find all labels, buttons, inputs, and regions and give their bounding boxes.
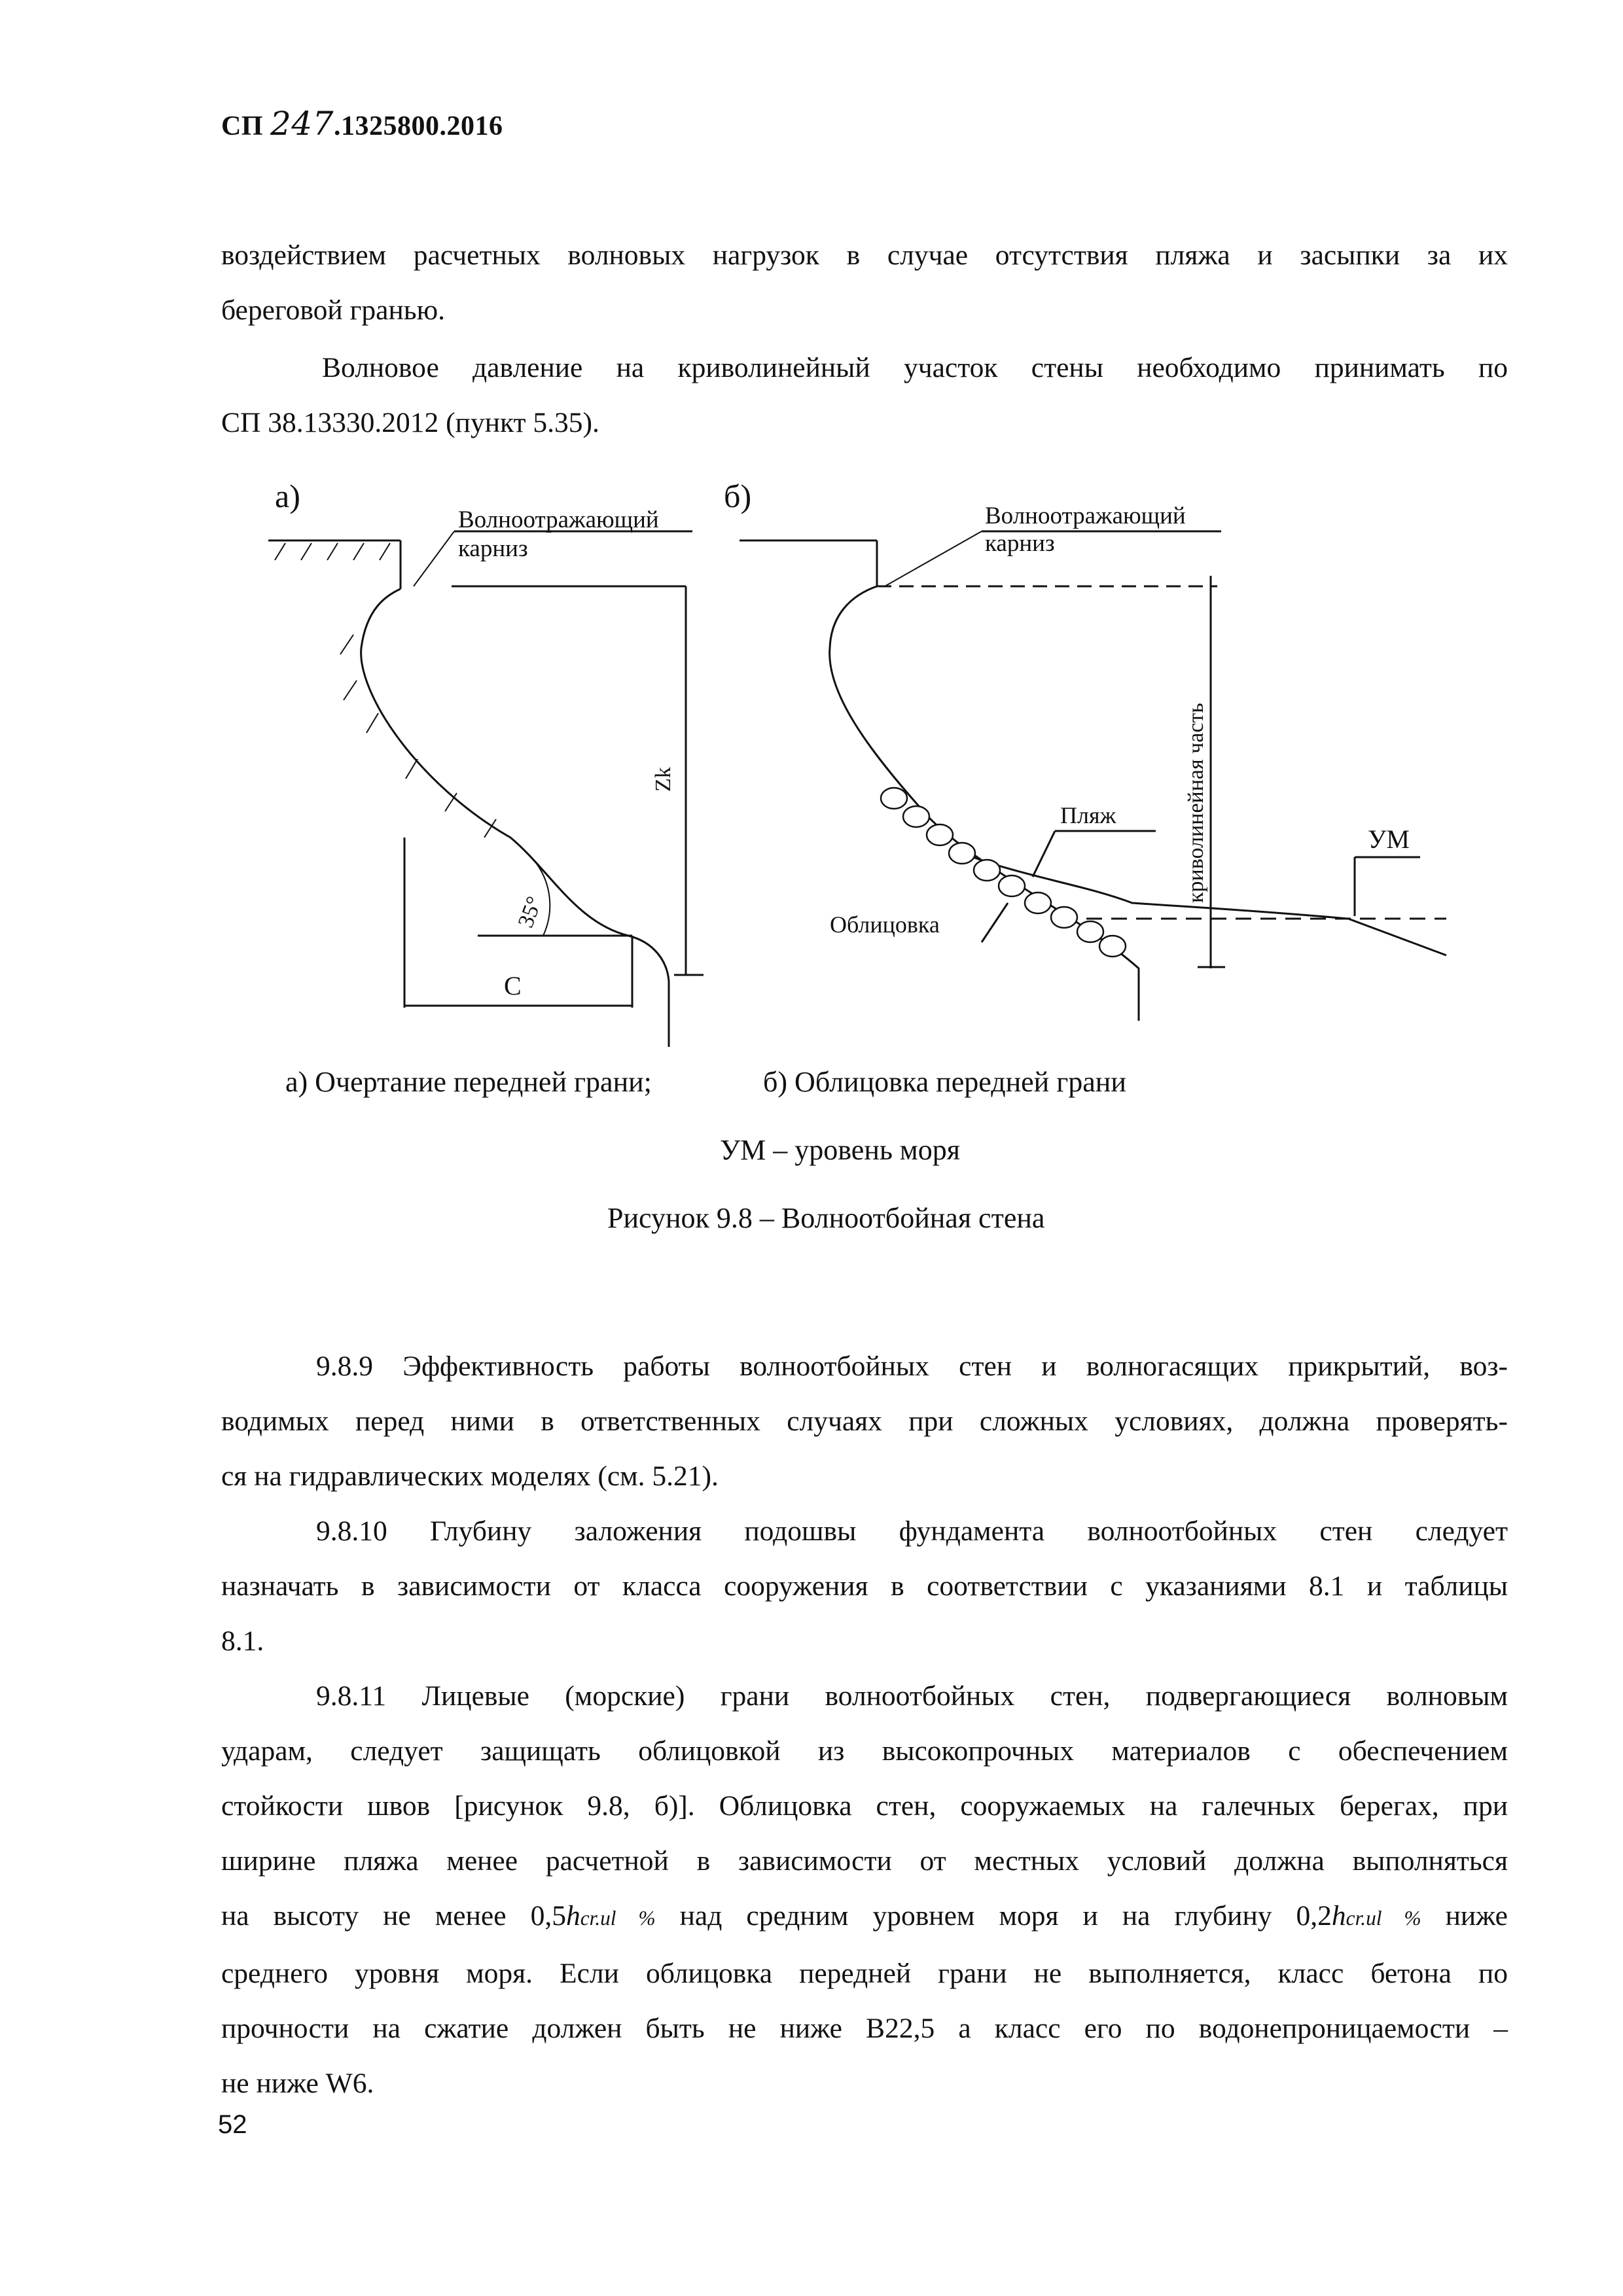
paragraph-9-8-10 xyxy=(221,1504,1508,1669)
b-beach-label: Пляж xyxy=(1060,802,1116,828)
figure-9-8 xyxy=(0,0,1623,1112)
formula-subscript: cr.ul % xyxy=(1346,1907,1421,1930)
b-curved-part-dimension: криволинейная часть xyxy=(1184,703,1208,903)
text-line: прочности на сжатие должен быть не ниже В22,5 а класс его по водонепроницаемости – xyxy=(221,2013,1508,2044)
text-line-with-formula xyxy=(221,1888,1508,1946)
text-line: 9.8.10 Глубину заложения подошвы фундамента волноотбойных стен следует xyxy=(316,1515,1508,1547)
code-suffix: .1325800.2016 xyxy=(333,111,503,141)
paragraph-9-8-9 xyxy=(221,1339,1508,1504)
text-line: 8.1. xyxy=(221,1625,264,1657)
text-line: ся на гидравлических моделях (см. 5.21). xyxy=(221,1460,719,1492)
text-fragment: на высоту не менее 0,5 xyxy=(221,1900,566,1932)
figure-title: Рисунок 9.8 – Волноотбойная стена xyxy=(607,1202,1045,1234)
a-angle-label: 35° xyxy=(513,893,547,931)
caption-b: б) Облицовка передней грани xyxy=(763,1066,1126,1098)
text-line: назначать в зависимости от класса сооружения в соответствии с указаниями 8.1 и таблицы xyxy=(221,1570,1508,1602)
b-sea-level-label: УМ xyxy=(1368,824,1410,854)
b-cladding-label: Облицовка xyxy=(830,911,940,938)
handwritten-number: 247 xyxy=(270,105,334,143)
text-line: ширине пляжа менее расчетной в зависимости от местных условий должна выполняться xyxy=(221,1845,1508,1877)
text-fragment: ниже xyxy=(1421,1900,1508,1932)
code-prefix: СП xyxy=(221,111,263,141)
a-width-dimension: С xyxy=(504,971,522,1000)
text-line: не ниже W6. xyxy=(221,2068,374,2099)
text-line: ударам, следует защищать облицовкой из высокопрочных материалов с обеспечением xyxy=(221,1735,1508,1767)
a-cornice-label-2: карниз xyxy=(458,535,528,562)
text-line: среднего уровня моря. Если облицовка передней грани не выполняется, класс бетона по xyxy=(221,1958,1508,1989)
formula-h: h xyxy=(1331,1900,1346,1932)
text-line: 9.8.11 Лицевые (морские) грани волноотбойных стен, подвергающиеся волновым xyxy=(316,1680,1508,1712)
paragraph-9-8-11 xyxy=(221,1669,1508,2111)
formula-subscript: cr.ul % xyxy=(580,1907,656,1930)
page-number: 52 xyxy=(218,2110,247,2139)
text-line: СП 38.13330.2012 (пункт 5.35). xyxy=(221,407,599,438)
a-height-dimension: Zk xyxy=(651,767,675,792)
panel-a-label: а) xyxy=(275,478,300,514)
panel-b-label: б) xyxy=(724,478,752,514)
text-line: водимых перед ними в ответственных случаях при сложных условиях, должна проверять- xyxy=(221,1405,1508,1437)
b-cornice-label-2: карниз xyxy=(985,530,1055,557)
caption-a: а) Очертание передней грани; xyxy=(285,1066,652,1098)
text-line: Волновое давление на криволинейный участок стены необходимо принимать по xyxy=(322,352,1508,383)
formula-h: h xyxy=(565,1900,580,1932)
text-line: 9.8.9 Эффективность работы волноотбойных стен и волногасящих прикрытий, воз- xyxy=(316,1351,1508,1382)
text-line: береговой гранью. xyxy=(221,294,445,326)
b-cornice-label: Волноотражающий xyxy=(985,503,1186,529)
text-line: стойкости швов [рисунок 9.8, б)]. Облицовка стен, сооружаемых на галечных берегах, при xyxy=(221,1790,1508,1822)
text-line: воздействием расчетных волновых нагрузок в случае отсутствия пляжа и засыпки за их xyxy=(221,239,1508,271)
text-fragment: над средним уровнем моря и на глубину 0,2 xyxy=(655,1900,1332,1932)
a-cornice-label: Волноотражающий xyxy=(458,506,659,533)
figure-legend: УМ – уровень моря xyxy=(720,1134,961,1166)
